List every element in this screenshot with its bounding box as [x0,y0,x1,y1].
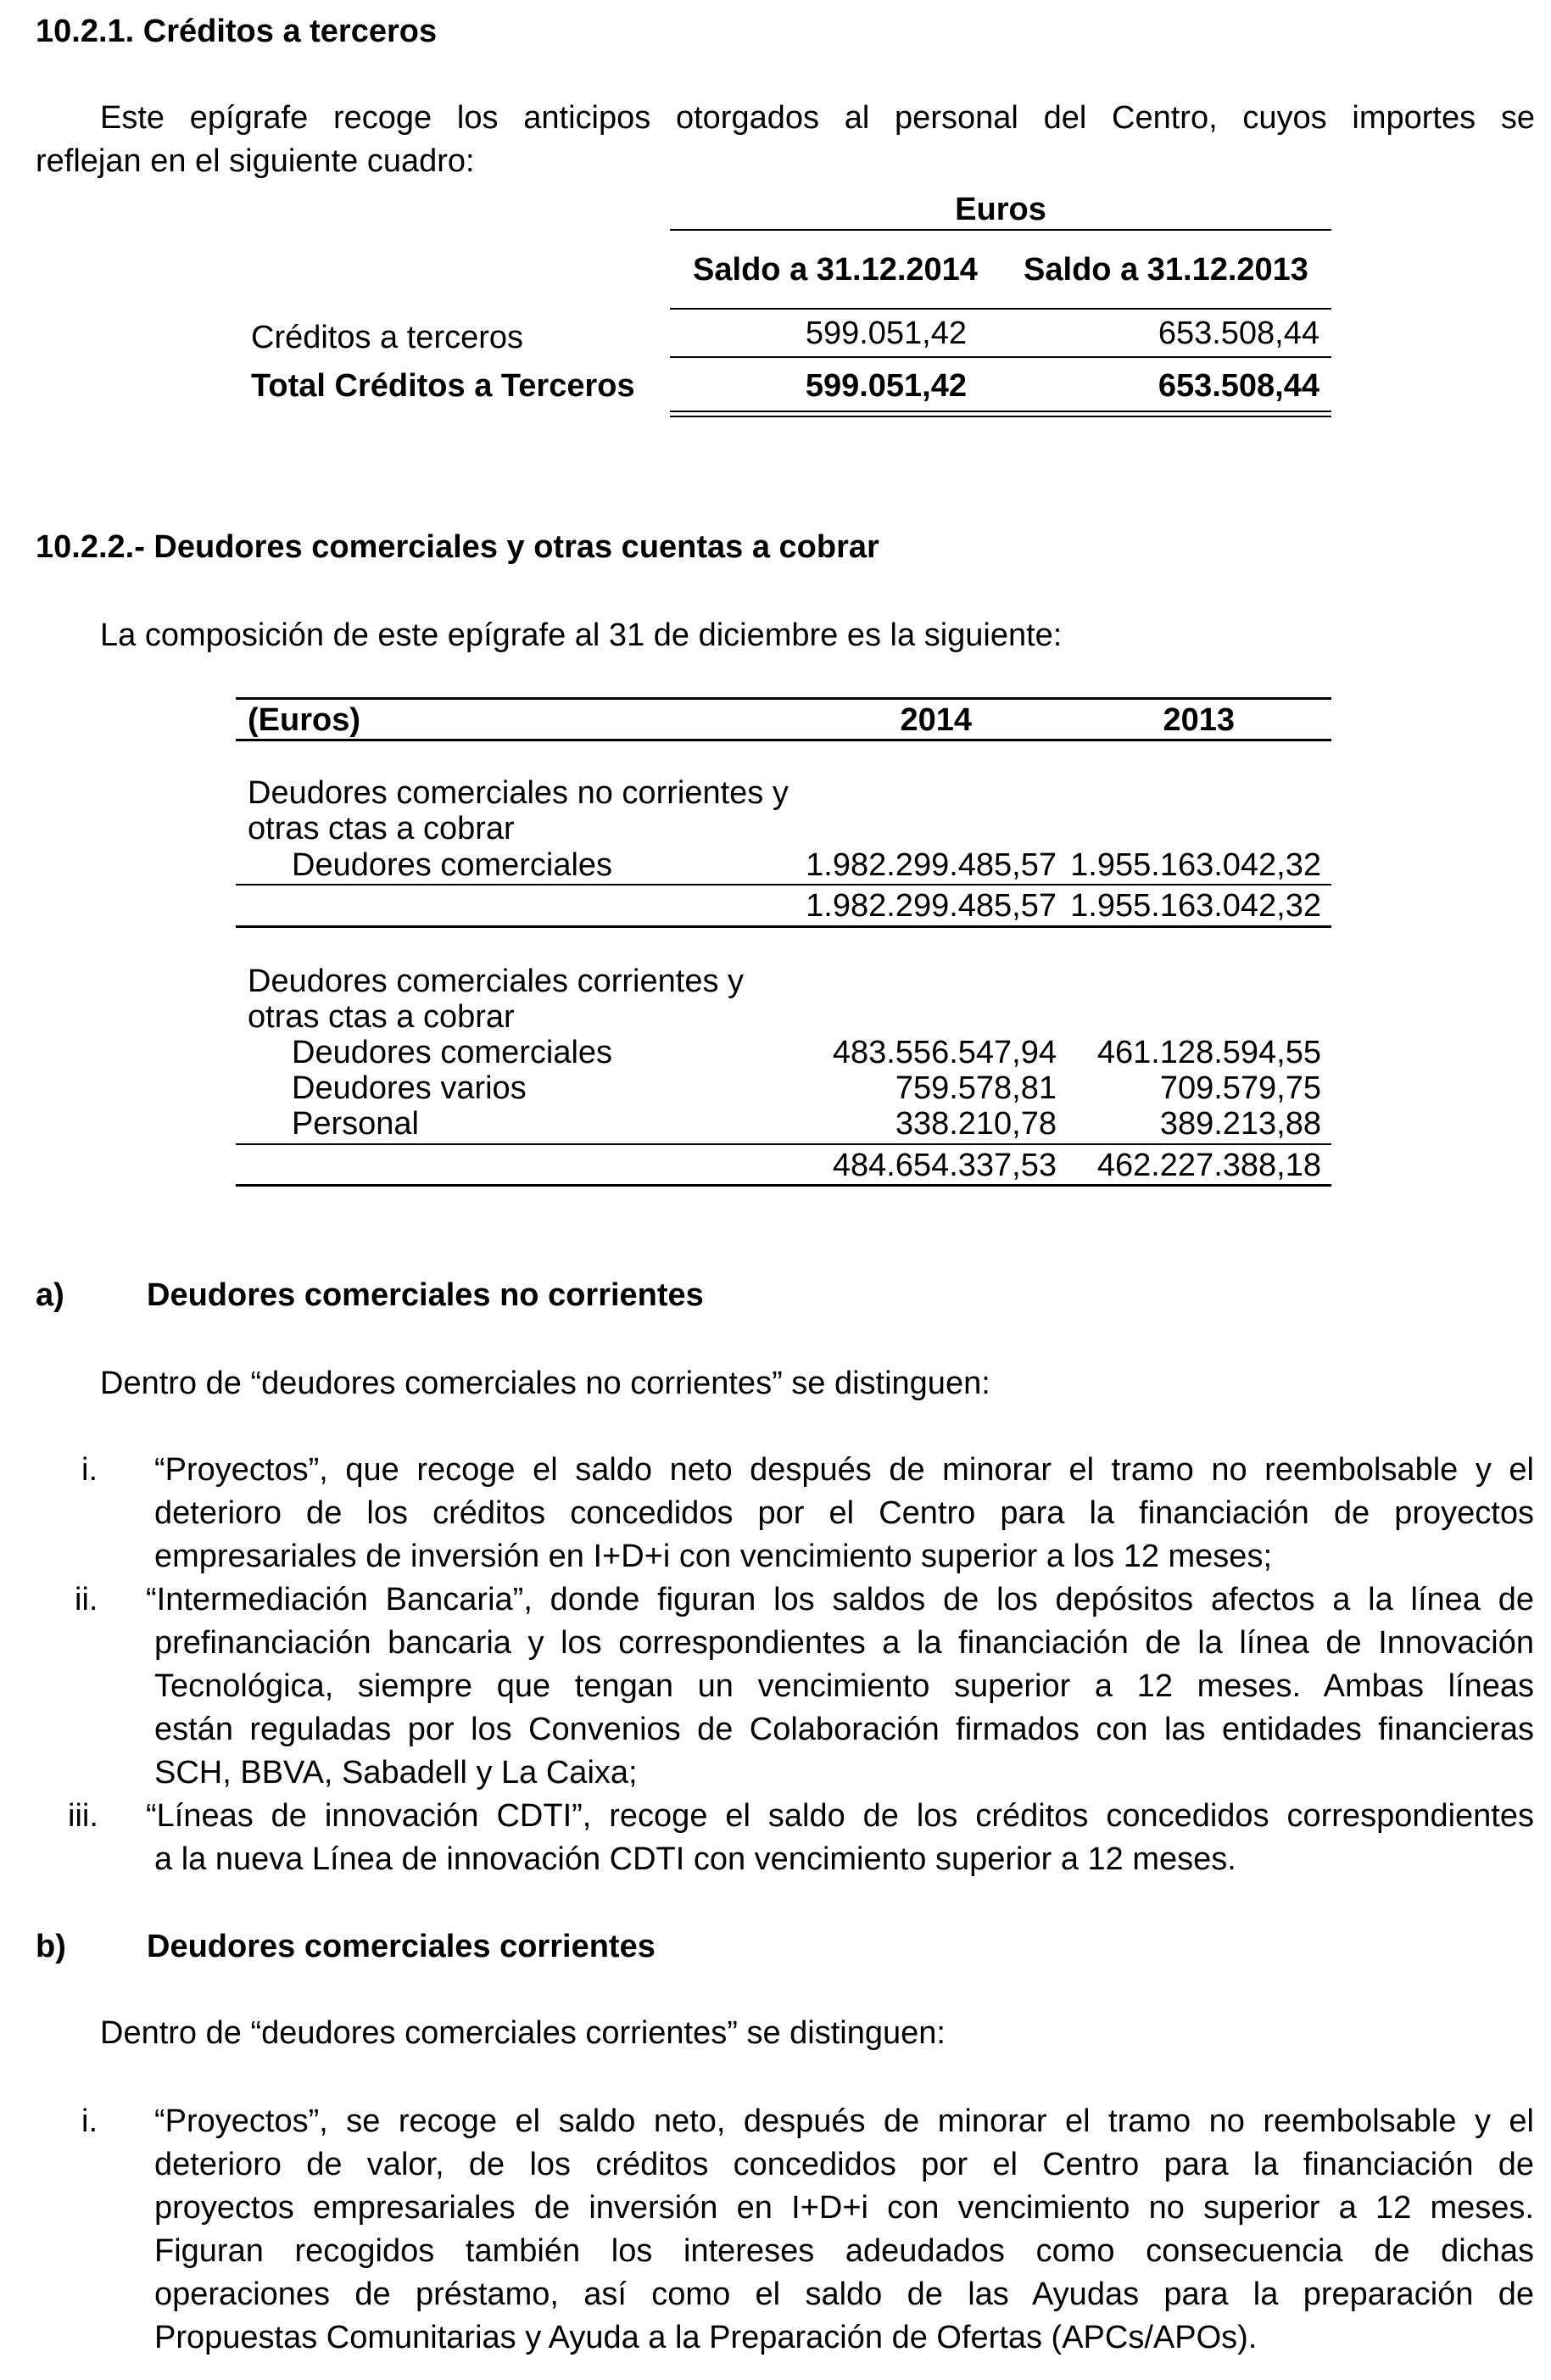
list-item-line: operaciones de préstamo, así como el saldo de las Ayudas para la preparación de [154,2277,1534,2312]
deudores-intro: La composición de este epígrafe al 31 de diciembre es la siguiente: [100,617,1063,653]
row-value-2013: 461.128.594,55 [1096,1035,1321,1070]
row-value-2014: 1.982.299.485,57 [806,847,1057,883]
row-label: Deudores comerciales [292,847,613,883]
list-item-line: “Proyectos”, que recoge el saldo neto después de minorar el tramo no reembolsable y el [154,1452,1534,1488]
list-item-line: proyectos empresariales de inversión en I+D+i con vencimiento no superior a 12 meses. [154,2190,1534,2226]
row-value-2013: 653.508,44 [1158,316,1319,351]
column-header-2013: 2013 [1163,702,1235,738]
total-value-2014: 599.051,42 [805,368,967,404]
group-label-line2: otras ctas a cobrar [248,999,515,1035]
row-label: Créditos a terceros [251,320,524,355]
creditos-intro-line2: reflejan en el siguiente cuadro: [36,143,475,179]
list-item-line: deterioro de valor, de los créditos concedidos por el Centro para la financiación de [154,2147,1534,2182]
list-item-line: “Proyectos”, se recoge el saldo neto, después de minorar el tramo no reembolsable y el [154,2103,1534,2139]
list-item-line: Propuestas Comunitarias y Ayuda a la Preparación de Ofertas (APCs/APOs). [154,2320,1258,2355]
row-label: Deudores comerciales [292,1035,613,1070]
total-row-label: Total Créditos a Terceros [251,368,635,404]
group-label-line2: otras ctas a cobrar [248,811,515,846]
section-heading-creditos: 10.2.1. Créditos a terceros [36,14,438,49]
column-header-2014: Saldo a 31.12.2014 [693,252,978,288]
list-item-number: ii. [75,1582,98,1617]
subtotal-value-2014: 1.982.299.485,57 [806,888,1057,924]
row-label: Deudores varios [292,1070,527,1106]
section-marker-b: b) [36,1929,66,1964]
total-value-2013: 653.508,44 [1158,368,1319,404]
section-marker-a: a) [36,1277,64,1313]
section-heading-deudores: 10.2.2.- Deudores comerciales y otras cuentas a cobrar [36,529,879,565]
list-item-line: empresariales de inversión en I+D+i con vencimiento superior a los 12 meses; [154,1539,1272,1574]
row-value-2013: 1.955.163.042,32 [1070,847,1321,883]
row-label: Personal [292,1106,419,1142]
corrientes-intro: Dentro de “deudores comerciales corrientes” se distinguen: [100,2015,946,2051]
double-rule [670,411,1331,412]
list-item-line: están reguladas por los Convenios de Colaboración firmados con las entidades financieras [154,1712,1534,1747]
table-rule [236,1184,1331,1187]
list-item-line: “Intermediación Bancaria”, donde figuran los saldos de los depósitos afectos a la línea de [146,1582,1534,1617]
double-rule [670,416,1331,417]
subtotal-value-2013: 1.955.163.042,32 [1070,888,1321,924]
group-label-line1: Deudores comerciales no corrientes y [248,775,789,811]
list-item-number: i. [81,1452,98,1488]
row-value-2013: 389.213,88 [1159,1106,1321,1142]
table-rule [670,308,1331,310]
list-item-number: iii. [68,1798,98,1834]
table-group-header: Euros [955,192,1046,227]
list-item-line: a la nueva Línea de innovación CDTI con vencimiento superior a 12 meses. [154,1841,1236,1877]
table-rule [236,739,1331,741]
table-rule [236,925,1331,928]
section-heading-corrientes: Deudores comerciales corrientes [147,1929,656,1964]
list-item-line: prefinanciación bancaria y los correspondientes a la financiación de la línea de Innovación [154,1625,1534,1661]
column-header-units: (Euros) [248,702,360,738]
list-item-line: SCH, BBVA, Sabadell y La Caixa; [154,1755,638,1791]
row-value-2014: 338.210,78 [895,1106,1057,1142]
subtotal-value-2013: 462.227.388,18 [1096,1148,1321,1183]
list-item-line: Figuran recogidos también los intereses adeudados como consecuencia de dichas [154,2233,1534,2269]
row-value-2014: 759.578,81 [895,1070,1057,1106]
list-item-number: i. [81,2103,98,2139]
column-header-2014: 2014 [900,702,972,738]
subtotal-value-2014: 484.654.337,53 [832,1148,1057,1183]
row-value-2014: 599.051,42 [805,316,967,351]
group-label-line1: Deudores comerciales corrientes y [248,964,745,999]
section-heading-no-corrientes: Deudores comerciales no corrientes [147,1277,704,1313]
column-header-2013: Saldo a 31.12.2013 [1024,252,1308,288]
list-item-line: “Líneas de innovación CDTI”, recoge el saldo de los créditos concedidos correspondientes [146,1798,1534,1834]
creditos-intro-line1: Este epígrafe recoge los anticipos otorgados al personal del Centro, cuyos importes se [100,100,1535,136]
table-rule [670,356,1331,358]
no-corrientes-intro: Dentro de “deudores comerciales no corrientes” se distinguen: [100,1366,990,1401]
row-value-2013: 709.579,75 [1159,1070,1321,1106]
list-item-line: Tecnológica, siempre que tengan un vencimiento superior a 12 meses. Ambas líneas [154,1668,1534,1704]
table-rule [670,229,1331,231]
list-item-line: deterioro de los créditos concedidos por el Centro para la financiación de proyectos [154,1495,1534,1531]
row-value-2014: 483.556.547,94 [832,1035,1057,1070]
